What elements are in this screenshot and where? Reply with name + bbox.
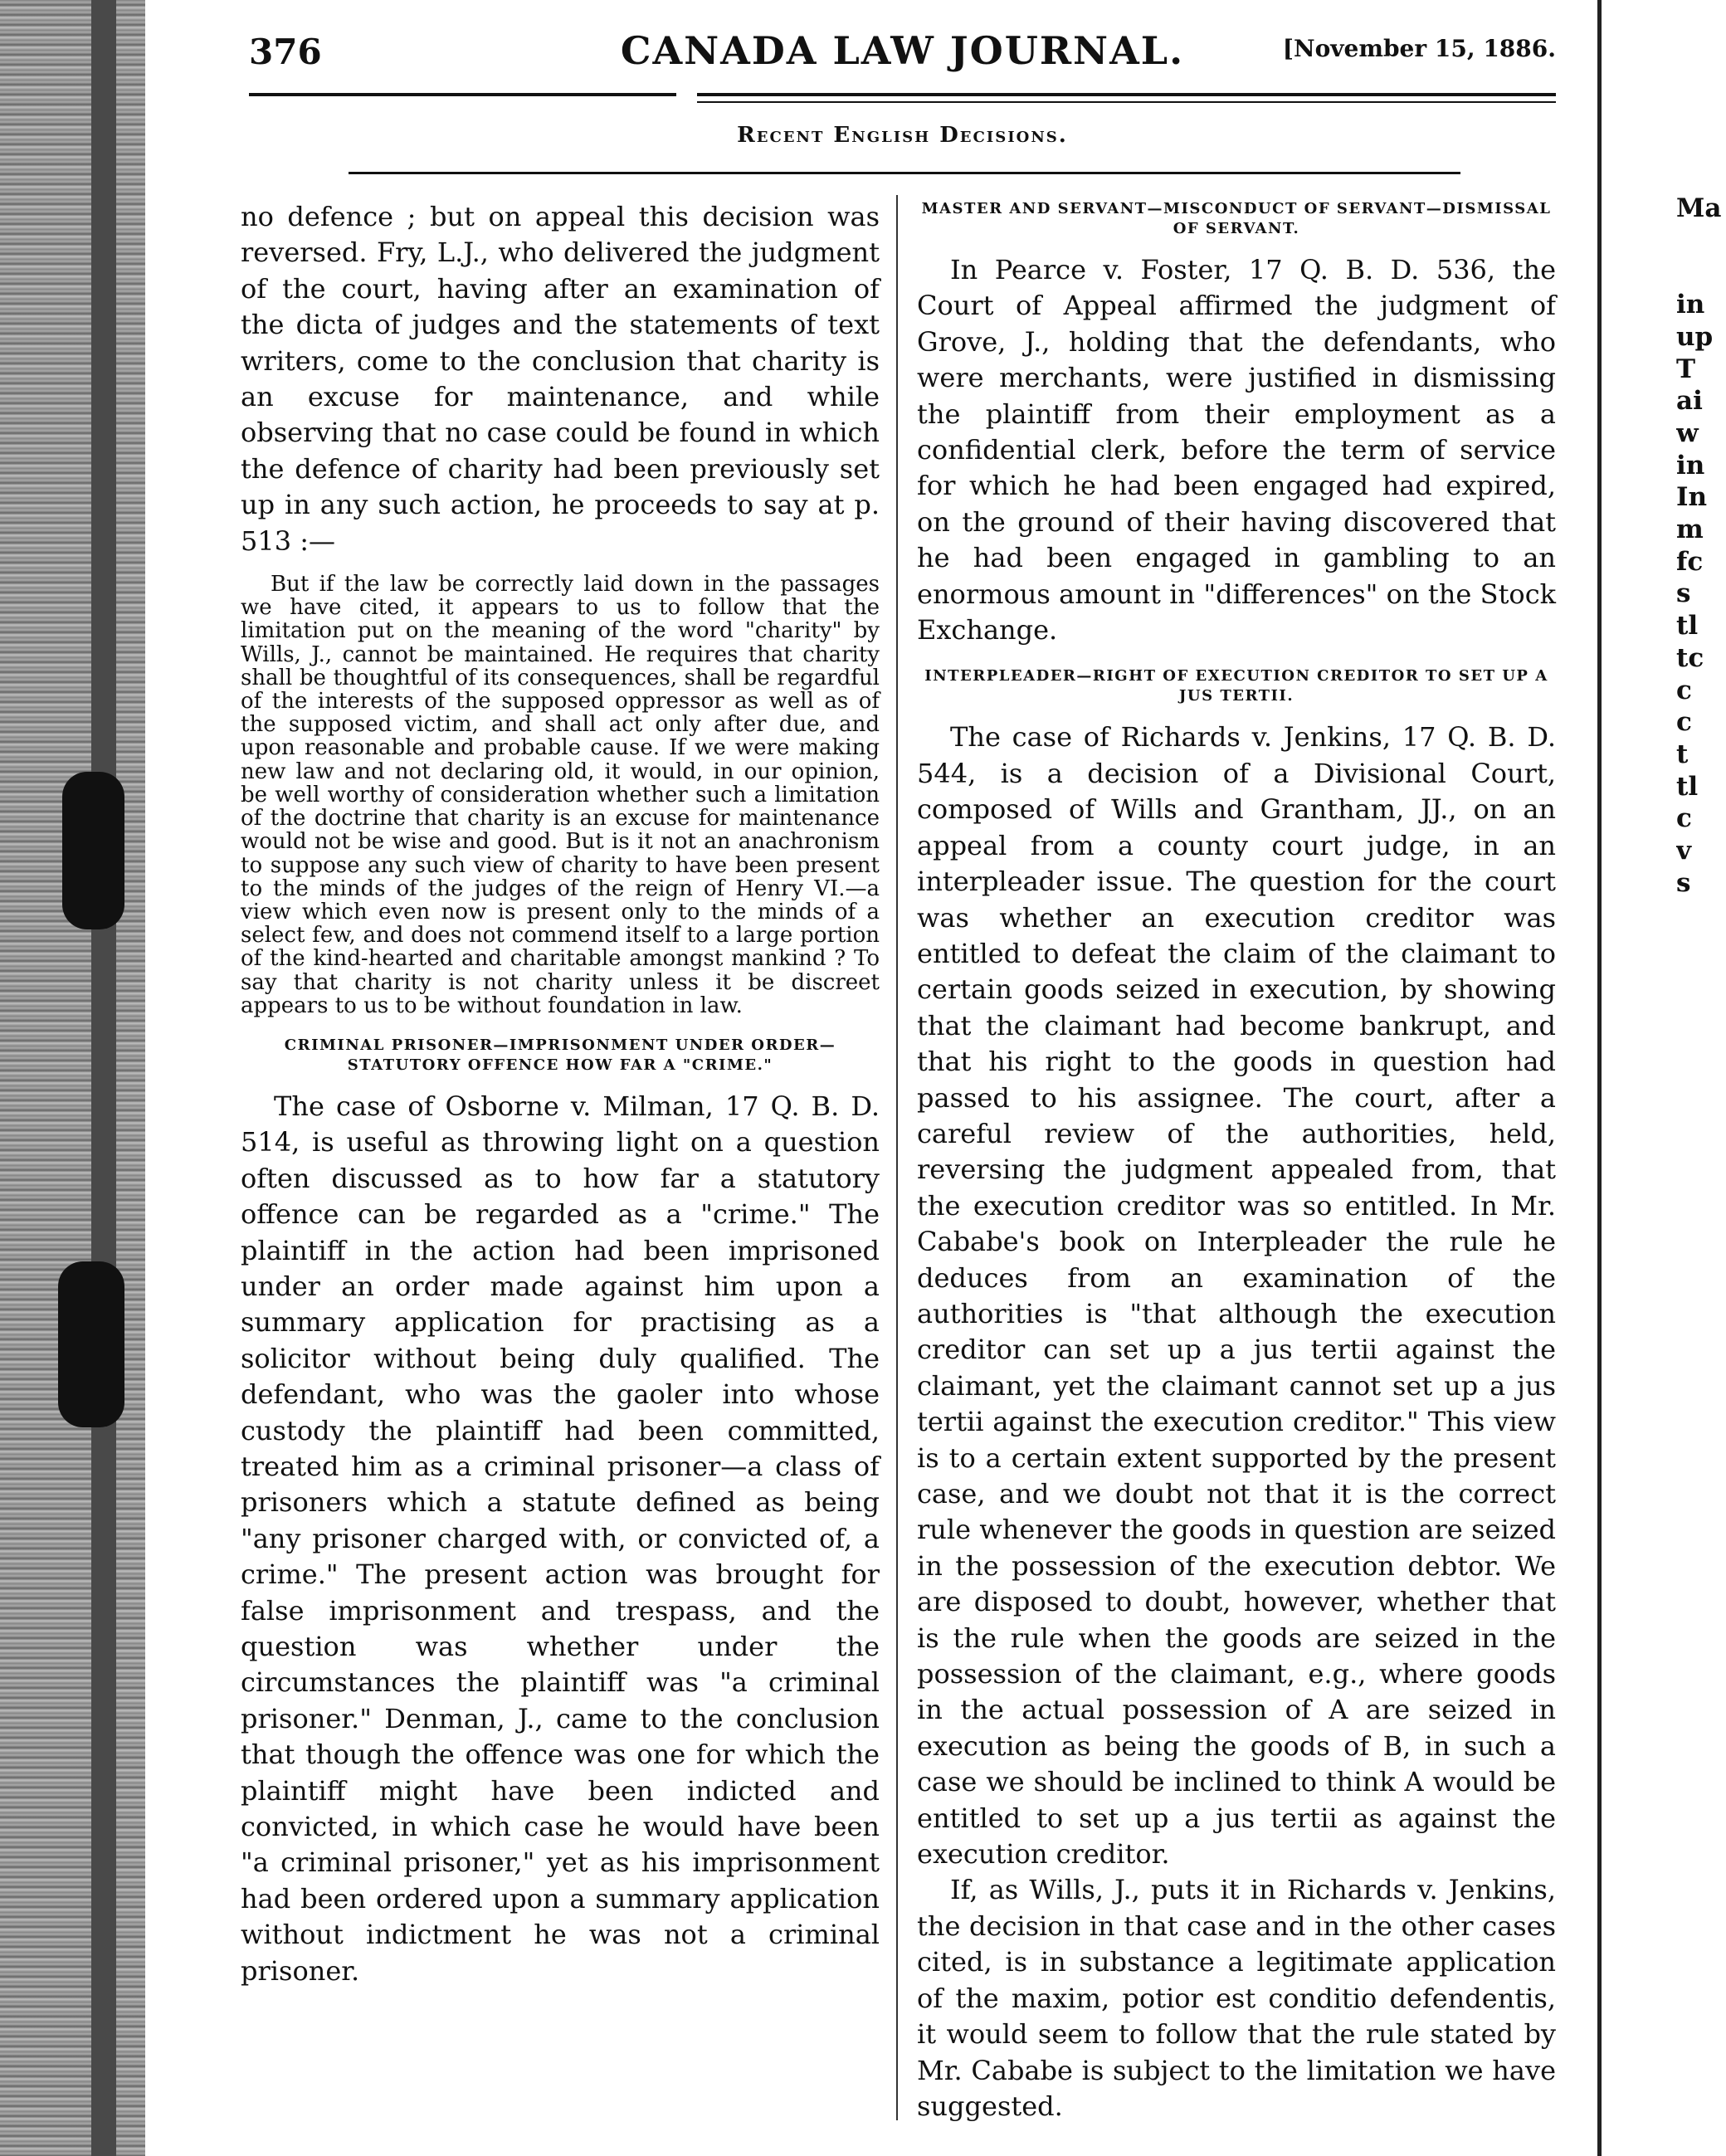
text-fragment: fc — [1676, 546, 1704, 577]
header-rule-right-thin — [697, 101, 1556, 103]
adjacent-page-text — [1676, 193, 1726, 899]
text-fragment: c — [1676, 675, 1692, 705]
paragraph: no defence ; but on appeal this decision was reversed. Fry, L.J., who delivered the judgment of the court, having after an examination of the dicta of judges and the statements of text writers, come to the conclusion that charity is an excuse for maintenance, and while observing that no case could be found in which the defence of charity had been previously set up in any such action, he proceeds to say at p. 513 :— — [241, 201, 880, 557]
text-fragment: tl — [1676, 771, 1699, 802]
paragraph: If, as Wills, J., puts it in Richards v. Jenkins, the decision in that case and in the other cases cited, is in substance a legitimate application of the maxim, potior est conditio defendentis, it would seem to follow that the rule stated by Mr. Cababe is subject to the limitation we have suggested. — [917, 1874, 1556, 2122]
page-border — [1597, 0, 1602, 2156]
text-fragment: ai — [1676, 386, 1703, 417]
adjacent-page-edge — [1597, 0, 1726, 2156]
text-fragment: T — [1676, 354, 1696, 384]
page-header — [249, 25, 1556, 75]
text-fragment: w — [1676, 417, 1699, 448]
text-fragment: in — [1676, 290, 1705, 320]
quoted-passage: But if the law be correctly laid down in the passages we have cited, it appears to us to follow that the limitation put on the meaning of the word "charity" by Wills, J., cannot be maintained. He requires that charity shall be thoughtful of its consequences, shall be regardful of the interests of the supposed oppressor as well as of the supposed victim, and shall act only after due, and upon reasonable and probable cause. If we were making new law and not declaring old, it would, in our opinion, be well worthy of consideration whether such a limitation of the doctrine that charity is an excuse for maintenance would not be wise and good. But is it not an anachronism to suppose any such view of charity to have been present to the minds of the judges of the reign of Henry VI.—a view which even now is present only to the minds of a select few, and does not commend itself to a large portion of the kind-hearted and charitable amongst mankind ? To say that charity is not charity unless it be discreet appears to us to be without foundation in law. — [241, 572, 880, 1018]
text-fragment: m — [1676, 515, 1704, 545]
text-fragment: v — [1676, 836, 1692, 866]
text-fragment — [1676, 256, 1726, 289]
header-rule-right — [697, 93, 1556, 96]
header-rule-left — [249, 93, 676, 96]
left-column — [241, 199, 880, 1989]
text-fragment: c — [1676, 803, 1692, 834]
page-number: 376 — [249, 32, 322, 72]
section-rule — [349, 172, 1460, 174]
section-heading: MASTER AND SERVANT—MISCONDUCT OF SERVANT—DISMISSAL OF SERVANT. — [921, 200, 1552, 237]
paragraph: The case of Osborne v. Milman, 17 Q. B. D. 514, is useful as throwing light on a question often discussed as to how far a statutory offence can be regarded as a "crime." The plaintiff in the action had been imprisoned under an order made against him upon a summary application for practising as a solicitor without being duly qualified. The defendant, who was the gaoler into whose custody the plaintiff had been committed, treated him as a criminal prisoner—a class of prisoners which a statute defined as being "any prisoner charged with, or convicted of, a crime." The present action was brought for false imprisonment and trespass, and the question was whether under the circumstances the plaintiff was "a criminal prisoner." Denman, J., came to the conclusion that though the offence was one for which the plaintiff might have been indicted and convicted, in which case he would have been "a criminal prisoner," yet as his imprisonment had been ordered upon a summary application without indictment he was not a criminal prisoner. — [241, 1090, 880, 1987]
text-fragment — [1676, 225, 1726, 257]
text-fragment: s — [1676, 578, 1691, 609]
section-heading: CRIMINAL PRISONER—IMPRISONMENT UNDER ORDER—STATUTORY OFFENCE HOW FAR A "CRIME." — [284, 1036, 836, 1074]
journal-title: CANADA LAW JOURNAL. — [620, 28, 1185, 73]
text-fragment: t — [1676, 739, 1689, 769]
issue-date: [November 15, 1886. — [1282, 35, 1556, 62]
text-fragment: s — [1676, 867, 1691, 898]
right-column — [917, 199, 1556, 2124]
text-fragment: up — [1676, 321, 1714, 352]
section-heading: INTERPLEADER—RIGHT OF EXECUTION CREDITOR TO SET UP A JUS TERTII. — [924, 667, 1548, 705]
paragraph: In Pearce v. Foster, 17 Q. B. D. 536, the Court of Appeal affirmed the judgment of Grove, J., holding that the defendants, who were merchants, were justified in dismissing the plaintiff from their employment as a confidential clerk, before the term of service for which he had been engaged had expired, on the ground of their having discovered that he had been engaged in gambling to an enormous amount in "differences" on the Stock Exchange. — [917, 254, 1556, 646]
scanned-page-edge — [0, 0, 145, 2156]
paragraph: The case of Richards v. Jenkins, 17 Q. B. D. 544, is a decision of a Divisional Court, composed of Wills and Grantham, JJ., on an appeal from a county court judge, in an interpleader issue. The question for the court was whether an execution creditor was entitled to defeat the claim of the claimant to certain goods seized in execution, by showing that the claimant had become bankrupt, and that his right to the goods in question had passed to his assignee. The court, after a careful review of the authorities, held, reversing the judgment appealed from, that the execution creditor was so entitled. In Mr. Cababe's book on Interpleader the rule he deduces from an examination of the authorities is "that although the execution creditor can set up a jus tertii against the claimant, yet the claimant cannot set up a jus tertii against the execution creditor." This view is to a certain extent supported by the present case, and we doubt not that it is the correct rule whenever the goods in question are seized in the possession of the execution debtor. We are disposed to doubt, however, whether that is the rule when the goods are seized in the possession of the claimant, e.g., where goods in the actual possession of A are seized in execution as being the goods of B, in such a case we should be inclined to think A would be entitled to set up a jus tertii as against the execution creditor. — [917, 721, 1556, 1871]
text-fragment: in — [1676, 450, 1705, 480]
scan-artifact — [62, 772, 124, 929]
text-fragment: tl — [1676, 611, 1699, 641]
section-title: Recent English Decisions. — [737, 123, 1068, 148]
column-divider — [896, 195, 898, 2120]
text-fragment: tc — [1676, 642, 1704, 673]
text-fragment: In — [1676, 482, 1708, 513]
text-fragment: Ma — [1676, 193, 1722, 223]
scan-artifact — [58, 1261, 124, 1427]
text-fragment: c — [1676, 707, 1692, 738]
